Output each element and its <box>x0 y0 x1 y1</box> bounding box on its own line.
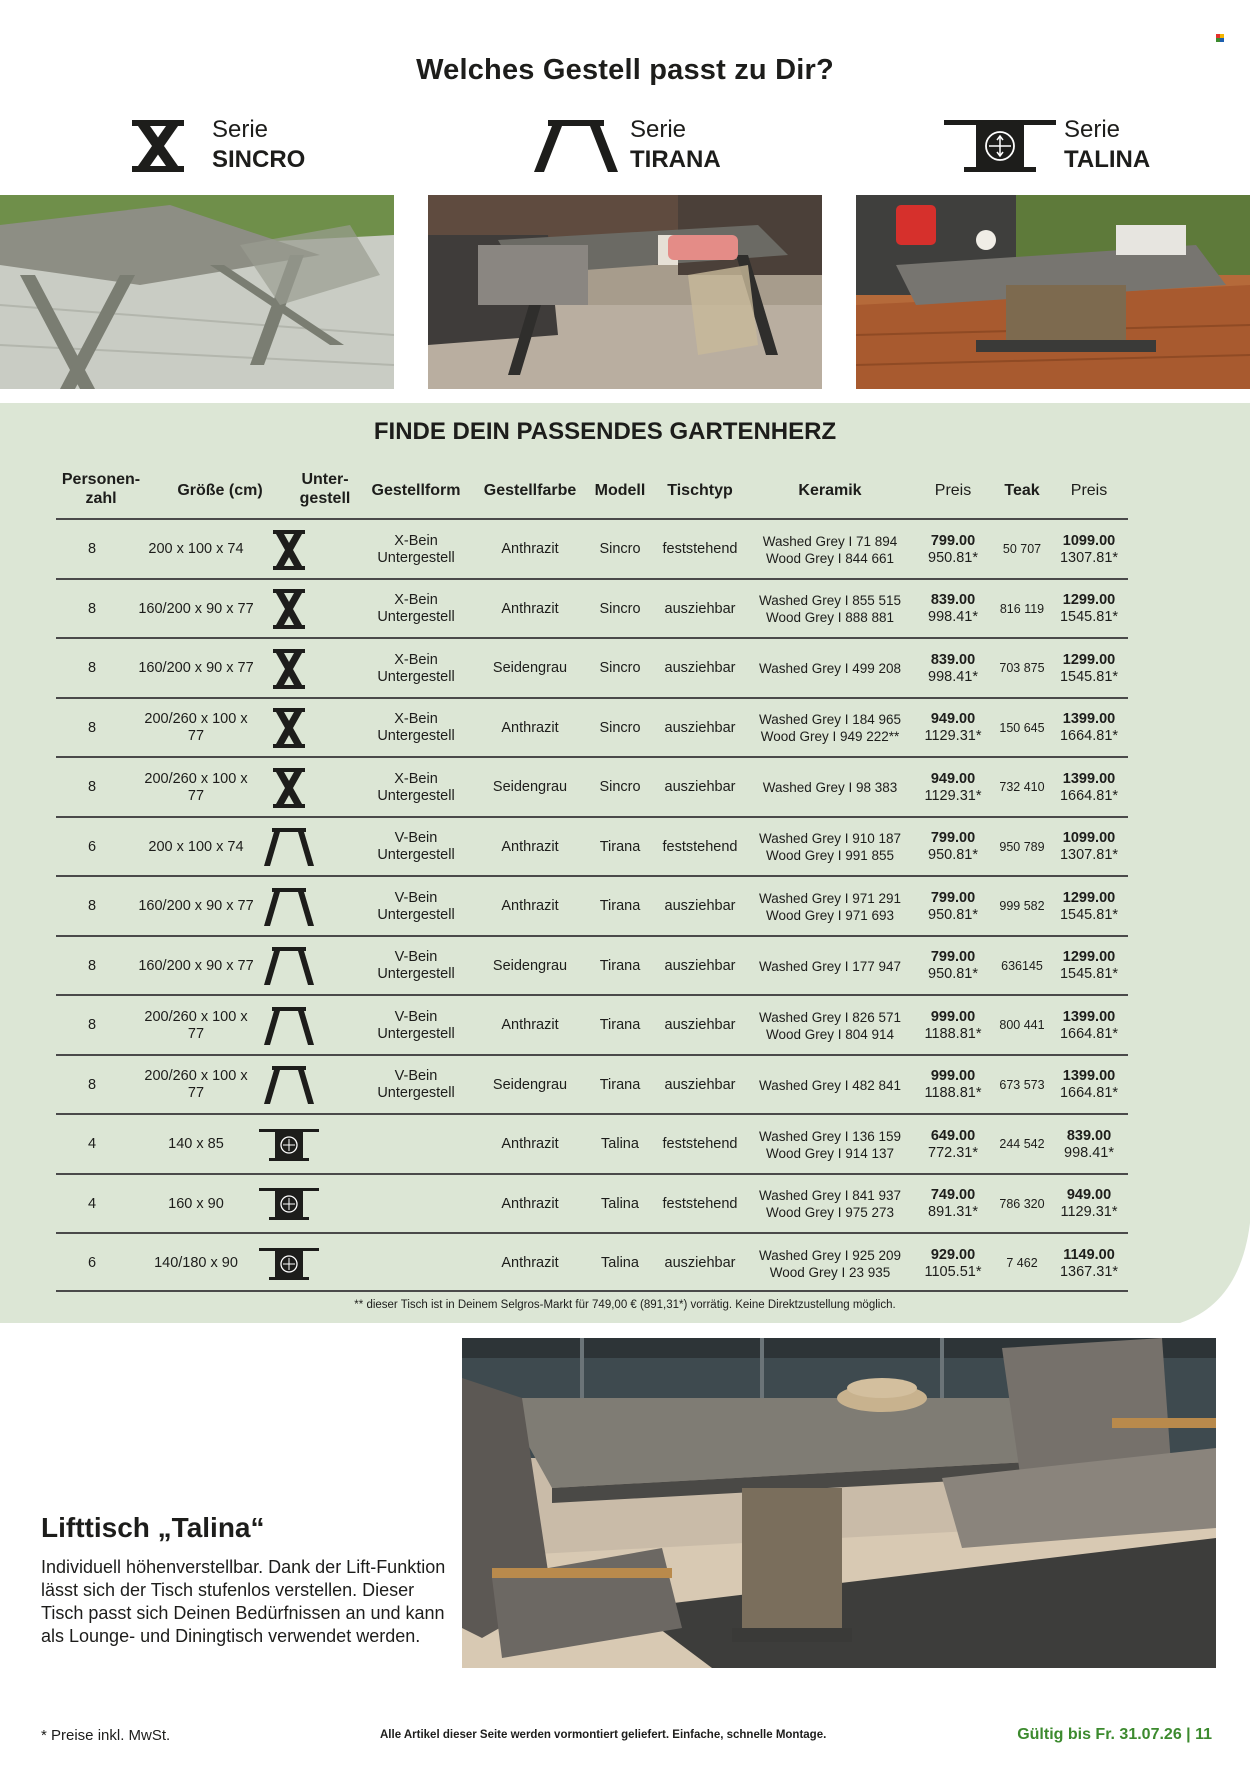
price-net: 799.00 <box>930 532 976 549</box>
teak-price <box>1050 1175 1128 1235</box>
frame-form-line2: Untergestell <box>377 966 455 983</box>
teak-price-net: 1399.00 <box>1062 770 1116 787</box>
model: Tirana <box>599 957 641 974</box>
ceramic <box>746 758 914 818</box>
price-net: 799.00 <box>930 830 976 847</box>
x-leg-frame-icon <box>256 520 322 580</box>
frame-form-line2: Untergestell <box>377 1025 455 1042</box>
price-gross: 891.31* <box>928 1204 978 1221</box>
talina-table-photo <box>856 195 1250 389</box>
model: Sincro <box>599 660 641 677</box>
ceramic-washed-grey: Washed Grey I 184 965 <box>758 712 902 728</box>
model: Tirana <box>599 1076 641 1093</box>
table-row <box>56 994 1128 1054</box>
price-gross: 772.31* <box>928 1144 978 1161</box>
price-net: 799.00 <box>930 889 976 906</box>
frame-form-line2: Untergestell <box>377 728 455 745</box>
teak-price <box>1050 877 1128 937</box>
teak-article-number: 703 875 <box>999 661 1045 676</box>
teak-article-number: 732 410 <box>999 780 1045 795</box>
ceramic-wood-grey: Wood Grey I 804 914 <box>765 1026 895 1042</box>
price-gross: 950.81* <box>928 549 978 566</box>
price-gross: 1188.81* <box>924 1025 982 1042</box>
price-gross: 1129.31* <box>924 787 982 804</box>
ceramic <box>746 1234 914 1294</box>
feature-description: Individuell höhenverstellbar. Dank der Lift-Funktion lässt sich der Tisch stufenlos verstellen. Dieser Tisch passt sich Deinen Bedürfnissen an und kann als Lounge- und Diningtisch verwendet werden. <box>41 1557 446 1646</box>
v-leg-frame-icon <box>256 937 322 997</box>
table-row <box>56 518 1128 578</box>
price <box>914 1234 992 1294</box>
ceramic-washed-grey: Washed Grey I 482 841 <box>758 1077 902 1093</box>
table-type: ausziehbar <box>664 1255 736 1272</box>
size: 160/200 x 90 x 77 <box>138 898 254 915</box>
persons: 8 <box>87 541 97 558</box>
header-table-type: Tischtyp <box>667 482 733 499</box>
teak-price-gross: 1129.31* <box>1060 1204 1118 1221</box>
series-tirana <box>534 112 764 182</box>
ceramic <box>746 818 914 878</box>
header-model: Modell <box>594 482 646 499</box>
teak-price-net: 949.00 <box>1066 1187 1112 1204</box>
ceramic-washed-grey: Washed Grey I 925 209 <box>758 1247 902 1263</box>
price-gross: 998.41* <box>928 609 978 626</box>
v-leg-frame-icon <box>256 996 322 1056</box>
persons: 8 <box>87 660 97 677</box>
series-prefix: Serie <box>1064 116 1121 143</box>
price-gross: 1188.81* <box>924 1085 982 1102</box>
teak-price-net: 839.00 <box>1066 1127 1112 1144</box>
price-net: 949.00 <box>930 770 976 787</box>
frame-form <box>366 699 466 759</box>
price <box>914 877 992 937</box>
teak-article-number: 7 462 <box>1006 1256 1038 1271</box>
teak-price-net: 1399.00 <box>1062 1008 1116 1025</box>
size: 140 x 85 <box>168 1136 224 1153</box>
validity-page-number: Gültig bis Fr. 31.07.26 | 11 <box>1017 1726 1212 1743</box>
comparison-table <box>56 518 1128 1292</box>
frame-color: Seidengrau <box>492 957 568 974</box>
teak-price-gross: 1307.81* <box>1059 549 1119 566</box>
talina-lift-table-photo <box>462 1338 1216 1668</box>
table-type: feststehend <box>662 541 738 558</box>
frame-color: Seidengrau <box>492 1076 568 1093</box>
persons: 8 <box>87 779 97 796</box>
teak-price-gross: 998.41* <box>1064 1144 1114 1161</box>
teak-price <box>1050 699 1128 759</box>
ceramic-washed-grey: Washed Grey I 98 383 <box>762 780 898 796</box>
table-row <box>56 935 1128 995</box>
model: Tirana <box>599 838 641 855</box>
table-row <box>56 756 1128 816</box>
teak-article-number: 244 542 <box>999 1137 1045 1152</box>
ceramic-wood-grey: Wood Grey I 991 855 <box>765 848 895 864</box>
teak-price-gross: 1367.31* <box>1059 1263 1119 1280</box>
frame-form <box>366 818 466 878</box>
v-leg-frame-icon <box>256 877 322 937</box>
size: 140/180 x 90 <box>154 1255 238 1272</box>
price <box>914 996 992 1056</box>
teak-price-net: 1399.00 <box>1062 711 1116 728</box>
price-gross: 998.41* <box>928 668 978 685</box>
price <box>914 580 992 640</box>
price <box>914 1056 992 1116</box>
table-type: ausziehbar <box>664 600 736 617</box>
price-net: 839.00 <box>930 651 976 668</box>
teak-article-number: 816 119 <box>999 601 1045 616</box>
teak-price <box>1050 996 1128 1056</box>
ceramic <box>746 937 914 997</box>
ceramic <box>746 699 914 759</box>
ceramic <box>746 1056 914 1116</box>
size: 200/260 x 100 x 77 <box>144 1008 248 1042</box>
x-leg-frame-icon <box>130 120 186 172</box>
teak-article-number: 50 707 <box>1002 542 1042 557</box>
frame-color: Seidengrau <box>492 779 568 796</box>
ceramic <box>746 1175 914 1235</box>
v-leg-frame-icon <box>534 120 618 172</box>
x-leg-frame-icon <box>256 580 322 640</box>
frame-form-line2: Untergestell <box>377 609 455 626</box>
tirana-table-photo <box>428 195 822 389</box>
x-leg-frame-icon <box>256 639 322 699</box>
model: Talina <box>601 1255 639 1272</box>
frame-color: Anthrazit <box>501 1136 559 1153</box>
frame-color: Anthrazit <box>501 1255 559 1272</box>
teak-price-net: 1149.00 <box>1063 1246 1115 1263</box>
ceramic-wood-grey: Wood Grey I 971 693 <box>765 907 895 923</box>
teak-price <box>1050 758 1128 818</box>
price-net: 999.00 <box>930 1068 976 1085</box>
price-net: 929.00 <box>930 1246 976 1263</box>
frame-form-line1: V-Bein <box>394 949 438 966</box>
feature-title: Lifttisch „Talina“ <box>41 1512 265 1543</box>
ceramic <box>746 996 914 1056</box>
v-leg-frame-icon <box>256 1056 322 1116</box>
ceramic <box>746 877 914 937</box>
price <box>914 937 992 997</box>
table-type: ausziehbar <box>664 1017 736 1034</box>
ceramic <box>746 520 914 580</box>
price-gross: 1105.51* <box>924 1263 982 1280</box>
series-name: TALINA <box>1064 146 1151 173</box>
lift-frame-icon <box>256 1115 322 1175</box>
ceramic-wood-grey: Wood Grey I 23 935 <box>769 1264 891 1280</box>
size: 200/260 x 100 x 77 <box>144 711 248 745</box>
teak-price <box>1050 937 1128 997</box>
model: Sincro <box>599 779 641 796</box>
price-net: 799.00 <box>930 949 976 966</box>
ceramic-washed-grey: Washed Grey I 826 571 <box>758 1009 902 1025</box>
table-row <box>56 697 1128 757</box>
ceramic-washed-grey: Washed Grey I 71 894 <box>762 533 898 549</box>
ceramic-wood-grey: Wood Grey I 888 881 <box>765 610 895 626</box>
frame-form-line1: X-Bein <box>394 770 438 787</box>
frame-form-line1: X-Bein <box>394 592 438 609</box>
size: 160 x 90 <box>168 1195 224 1212</box>
table-row <box>56 816 1128 876</box>
teak-article-number: 636145 <box>1001 958 1043 973</box>
header-ceramic: Keramik <box>798 482 862 499</box>
table-type: ausziehbar <box>664 719 736 736</box>
frame-form-line2: Untergestell <box>377 787 455 804</box>
header-persons: Personen- zahl <box>61 471 141 507</box>
frame-color: Anthrazit <box>501 898 559 915</box>
teak-price <box>1050 1115 1128 1175</box>
persons: 8 <box>87 719 97 736</box>
ceramic-wood-grey: Wood Grey I 949 222** <box>760 729 900 745</box>
teak-price-net: 1099.00 <box>1062 830 1116 847</box>
model: Sincro <box>599 541 641 558</box>
teak-price-gross: 1545.81* <box>1059 966 1119 983</box>
teak-article-number: 800 441 <box>999 1018 1045 1033</box>
ceramic <box>746 1115 914 1175</box>
persons: 4 <box>87 1136 97 1153</box>
frame-form <box>366 877 466 937</box>
frame-form-line2: Untergestell <box>377 847 455 864</box>
assembly-note: Alle Artikel dieser Seite werden vormontiert geliefert. Einfache, schnelle Montage. <box>380 1729 827 1741</box>
frame-color: Anthrazit <box>501 600 559 617</box>
teak-article-number: 950 789 <box>999 839 1045 854</box>
price-gross: 950.81* <box>928 847 978 864</box>
table-type: ausziehbar <box>664 957 736 974</box>
header-size: Größe (cm) <box>177 482 263 499</box>
price <box>914 1115 992 1175</box>
table-type: feststehend <box>662 1195 738 1212</box>
teak-price-net: 1099.00 <box>1062 532 1116 549</box>
table-row <box>56 1173 1128 1233</box>
model: Tirana <box>599 1017 641 1034</box>
series-talina <box>944 112 1204 182</box>
ceramic <box>746 639 914 699</box>
price-gross: 1129.31* <box>924 728 982 745</box>
model: Talina <box>601 1195 639 1212</box>
series-name: TIRANA <box>630 146 721 173</box>
ceramic-washed-grey: Washed Grey I 855 515 <box>758 593 902 609</box>
price-net: 649.00 <box>930 1127 976 1144</box>
frame-form <box>366 758 466 818</box>
price <box>914 758 992 818</box>
table-type: feststehend <box>662 1136 738 1153</box>
frame-form <box>366 937 466 997</box>
frame-form <box>366 580 466 640</box>
frame-form-line1: X-Bein <box>394 651 438 668</box>
table-row <box>56 875 1128 935</box>
model: Sincro <box>599 719 641 736</box>
table-footnote: ** dieser Tisch ist in Deinem Selgros-Markt für 749,00 € (891,31*) vorrätig. Keine Direktzustellung möglich. <box>354 1299 896 1311</box>
price-net: 999.00 <box>930 1008 976 1025</box>
persons: 6 <box>87 1255 97 1272</box>
table-row <box>56 1054 1128 1114</box>
teak-article-number: 999 582 <box>999 899 1045 914</box>
x-leg-frame-icon <box>256 699 322 759</box>
frame-color: Anthrazit <box>501 1017 559 1034</box>
teak-price-gross: 1664.81* <box>1059 1085 1119 1102</box>
persons: 4 <box>87 1195 97 1212</box>
price <box>914 699 992 759</box>
table-title: FINDE DEIN PASSENDES GARTENHERZ <box>373 418 837 445</box>
table-type: ausziehbar <box>664 660 736 677</box>
teak-price <box>1050 818 1128 878</box>
persons: 8 <box>87 898 97 915</box>
teak-price-net: 1399.00 <box>1062 1068 1116 1085</box>
series-sincro <box>130 112 360 182</box>
teak-price-gross: 1307.81* <box>1059 847 1119 864</box>
teak-price <box>1050 1056 1128 1116</box>
persons: 8 <box>87 600 97 617</box>
table-type: ausziehbar <box>664 779 736 796</box>
size: 200/260 x 100 x 77 <box>144 770 248 804</box>
teak-price <box>1050 639 1128 699</box>
size: 160/200 x 90 x 77 <box>138 600 254 617</box>
teak-article-number: 673 573 <box>999 1077 1045 1092</box>
teak-price-gross: 1545.81* <box>1059 906 1119 923</box>
price-net: 949.00 <box>930 711 976 728</box>
frame-form-line1: V-Bein <box>394 889 438 906</box>
frame-form-line1: X-Bein <box>394 711 438 728</box>
header-teak: Teak <box>1004 482 1040 499</box>
teak-price-net: 1299.00 <box>1062 592 1116 609</box>
header-price: Preis <box>934 482 972 499</box>
ceramic-washed-grey: Washed Grey I 841 937 <box>758 1188 902 1204</box>
series-prefix: Serie <box>212 116 269 143</box>
frame-form-line2: Untergestell <box>377 906 455 923</box>
frame-form-line1: V-Bein <box>394 830 438 847</box>
ceramic <box>746 580 914 640</box>
price-gross: 950.81* <box>928 966 978 983</box>
header-frame-color: Gestellfarbe <box>483 482 577 499</box>
frame-color: Anthrazit <box>501 838 559 855</box>
teak-price <box>1050 520 1128 580</box>
teak-price-net: 1299.00 <box>1062 949 1116 966</box>
teak-article-number: 150 645 <box>999 720 1045 735</box>
price <box>914 639 992 699</box>
lift-frame-icon <box>944 120 1056 172</box>
teak-price-gross: 1545.81* <box>1059 609 1119 626</box>
header-frame: Unter- gestell <box>299 471 351 507</box>
table-type: feststehend <box>662 838 738 855</box>
brand-logo <box>1216 34 1226 44</box>
sincro-table-photo <box>0 195 394 389</box>
ceramic-washed-grey: Washed Grey I 136 159 <box>758 1128 902 1144</box>
frame-form <box>366 996 466 1056</box>
ceramic-wood-grey: Wood Grey I 975 273 <box>765 1205 895 1221</box>
table-row <box>56 1113 1128 1173</box>
series-prefix: Serie <box>630 116 687 143</box>
frame-color: Anthrazit <box>501 1195 559 1212</box>
size: 200 x 100 x 74 <box>148 838 244 855</box>
frame-color: Anthrazit <box>501 541 559 558</box>
model: Talina <box>601 1136 639 1153</box>
frame-form-line1: V-Bein <box>394 1068 438 1085</box>
price <box>914 1175 992 1235</box>
v-leg-frame-icon <box>256 818 322 878</box>
teak-price-gross: 1545.81* <box>1059 668 1119 685</box>
teak-price-gross: 1664.81* <box>1059 728 1119 745</box>
persons: 6 <box>87 838 97 855</box>
table-type: ausziehbar <box>664 1076 736 1093</box>
frame-form <box>366 639 466 699</box>
panel-edge <box>1180 403 1250 1323</box>
persons: 8 <box>87 1017 97 1034</box>
model: Sincro <box>599 600 641 617</box>
size: 200 x 100 x 74 <box>148 541 244 558</box>
frame-form-line2: Untergestell <box>377 549 455 566</box>
frame-form <box>366 1056 466 1116</box>
model: Tirana <box>599 898 641 915</box>
ceramic-washed-grey: Washed Grey I 177 947 <box>758 958 902 974</box>
price-note: * Preise inkl. MwSt. <box>41 1727 171 1744</box>
header-frame-form: Gestellform <box>371 482 461 499</box>
header-teak-price: Preis <box>1070 482 1108 499</box>
teak-price <box>1050 580 1128 640</box>
ceramic-washed-grey: Washed Grey I 499 208 <box>758 661 902 677</box>
frame-color: Anthrazit <box>501 719 559 736</box>
frame-color: Seidengrau <box>492 660 568 677</box>
price-gross: 950.81* <box>928 906 978 923</box>
price <box>914 520 992 580</box>
x-leg-frame-icon <box>256 758 322 818</box>
table-row <box>56 637 1128 697</box>
size: 160/200 x 90 x 77 <box>138 660 254 677</box>
teak-price-net: 1299.00 <box>1062 889 1116 906</box>
price <box>914 818 992 878</box>
series-name: SINCRO <box>212 146 306 173</box>
lift-frame-icon <box>256 1234 322 1294</box>
ceramic-wood-grey: Wood Grey I 844 661 <box>765 550 895 566</box>
price-net: 839.00 <box>930 592 976 609</box>
ceramic-washed-grey: Washed Grey I 910 187 <box>758 831 902 847</box>
frame-form <box>366 520 466 580</box>
persons: 8 <box>87 1076 97 1093</box>
frame-form-line1: X-Bein <box>394 532 438 549</box>
frame-form-line2: Untergestell <box>377 1085 455 1102</box>
size: 160/200 x 90 x 77 <box>138 957 254 974</box>
page-headline: Welches Gestell passt zu Dir? <box>416 54 834 86</box>
ceramic-wood-grey: Wood Grey I 914 137 <box>765 1145 895 1161</box>
frame-form-line2: Untergestell <box>377 668 455 685</box>
table-row <box>56 578 1128 638</box>
table-row <box>56 1232 1128 1292</box>
frame-form-line1: V-Bein <box>394 1008 438 1025</box>
teak-price-gross: 1664.81* <box>1059 1025 1119 1042</box>
price-net: 749.00 <box>930 1187 976 1204</box>
lift-frame-icon <box>256 1175 322 1235</box>
teak-price-net: 1299.00 <box>1062 651 1116 668</box>
teak-article-number: 786 320 <box>999 1196 1045 1211</box>
teak-price-gross: 1664.81* <box>1059 787 1119 804</box>
ceramic-washed-grey: Washed Grey I 971 291 <box>758 890 902 906</box>
size: 200/260 x 100 x 77 <box>144 1068 248 1102</box>
persons: 8 <box>87 957 97 974</box>
table-type: ausziehbar <box>664 898 736 915</box>
teak-price <box>1050 1234 1128 1294</box>
